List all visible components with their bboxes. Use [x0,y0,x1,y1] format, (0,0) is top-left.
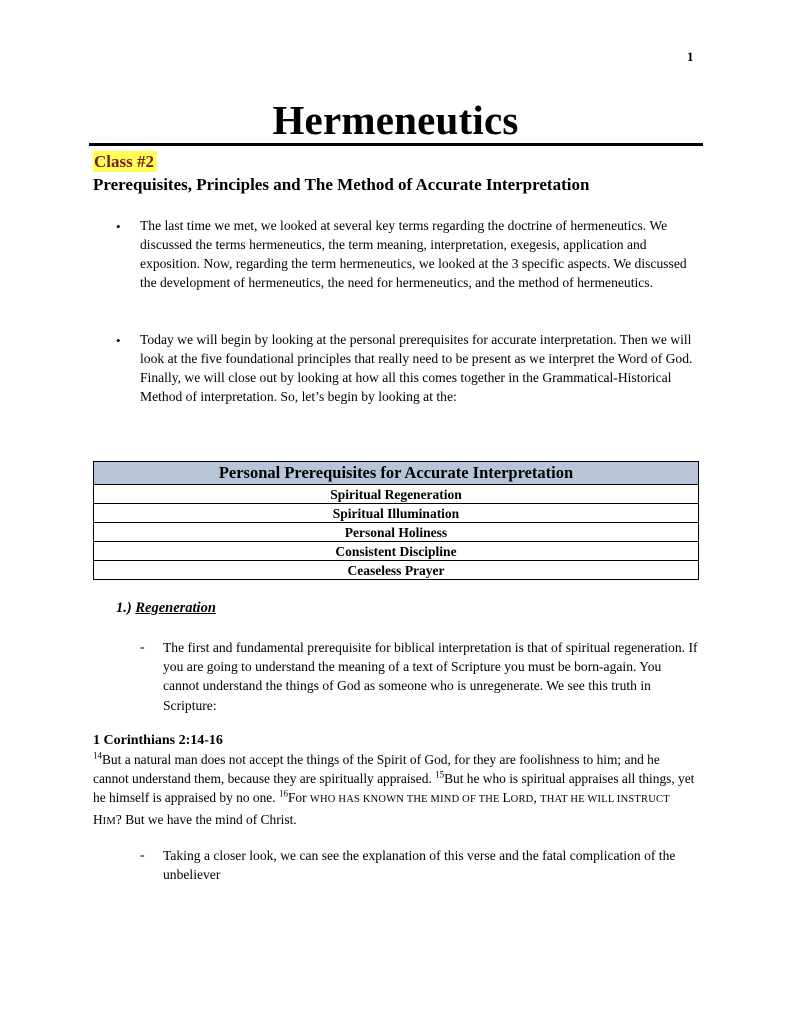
dash-marker: - [140,640,145,655]
bullet-paragraph: The last time we met, we looked at several key terms regarding the doctrine of hermeneutics. We discussed the terms hermeneutics, the term meaning, interpretation, exegesis, application and exposition. Now, regarding the term hermeneutics, we looked at the 3 specific aspects. We discussed the development of hermeneutics, the need for hermeneutics, and the method of hermeneutics. [140,218,687,290]
verse-16-part: L [502,790,511,806]
table-row: Spiritual Regeneration [94,485,699,504]
table-row: Ceaseless Prayer [94,561,699,580]
verse-text [93,750,698,831]
class-label: Class #2 [93,151,157,172]
dash-paragraph: Taking a closer look, we can see the explanation of this verse and the fatal complication of the unbeliever [163,848,676,883]
section-number: 1.) [116,600,132,616]
table-row: Consistent Discipline [94,542,699,561]
dash-paragraph: The first and fundamental prerequisite for biblical interpretation is that of spiritual regeneration. If you are going to understand the meaning of a text of Scripture you must be born-again. You cannot understand the things of God as someone who is unregenerate. We see this truth in Scripture: [163,640,698,713]
title-rule [89,143,703,146]
verse-16-part: H [93,811,103,827]
table-row: Personal Holiness [94,523,699,542]
verse-16-part: For [287,790,310,806]
verse-16-smallcaps: ORD [510,794,534,806]
verse-16-smallcaps: WHO HAS KNOWN THE MIND OF THE [309,794,503,806]
verse-15: But he who is spiritual appraises all things, yet he himself is appraised by no one. [93,771,695,806]
verse-16-smallcaps: THAT HE WILL INSTRUCT [540,794,670,806]
prerequisites-table [93,461,699,580]
table-header: Personal Prerequisites for Accurate Interpretation [94,462,699,485]
verse-16-smallcaps: IM [102,815,116,827]
verse-16-part: , [533,790,541,806]
verse-reference: 1 Corinthians 2:14-16 [93,733,223,748]
bullet-marker: • [116,333,121,348]
verse-14: But a natural man does not accept the things of the Spirit of God, for they are foolishness to him; and he cannot understand them, because they are spiritually appraised. [93,752,660,787]
page-number: 1 [687,49,694,64]
subtitle: Prerequisites, Principles and The Method of Accurate Interpretation [93,175,590,194]
verse-number: 14 [93,750,102,761]
verse-number: 15 [435,769,445,780]
dash-marker: - [140,848,145,863]
bullet-paragraph: Today we will begin by looking at the personal prerequisites for accurate interpretation. Then we will look at the five foundational principles that really need to be present as we interpret the Word of God. Finally, we will close out by looking at how all this comes together in the Grammatical-Historical Method of interpretation. So, let’s begin by looking at the: [140,332,693,404]
bullet-marker: • [116,219,121,234]
table-row: Spiritual Illumination [94,504,699,523]
section-heading [116,600,216,617]
verse-16-part: ? But we have the mind of Christ. [115,811,297,827]
verse-number: 16 [278,788,288,799]
section-title: Regeneration [135,600,216,616]
document-title: Hermeneutics [272,97,519,143]
